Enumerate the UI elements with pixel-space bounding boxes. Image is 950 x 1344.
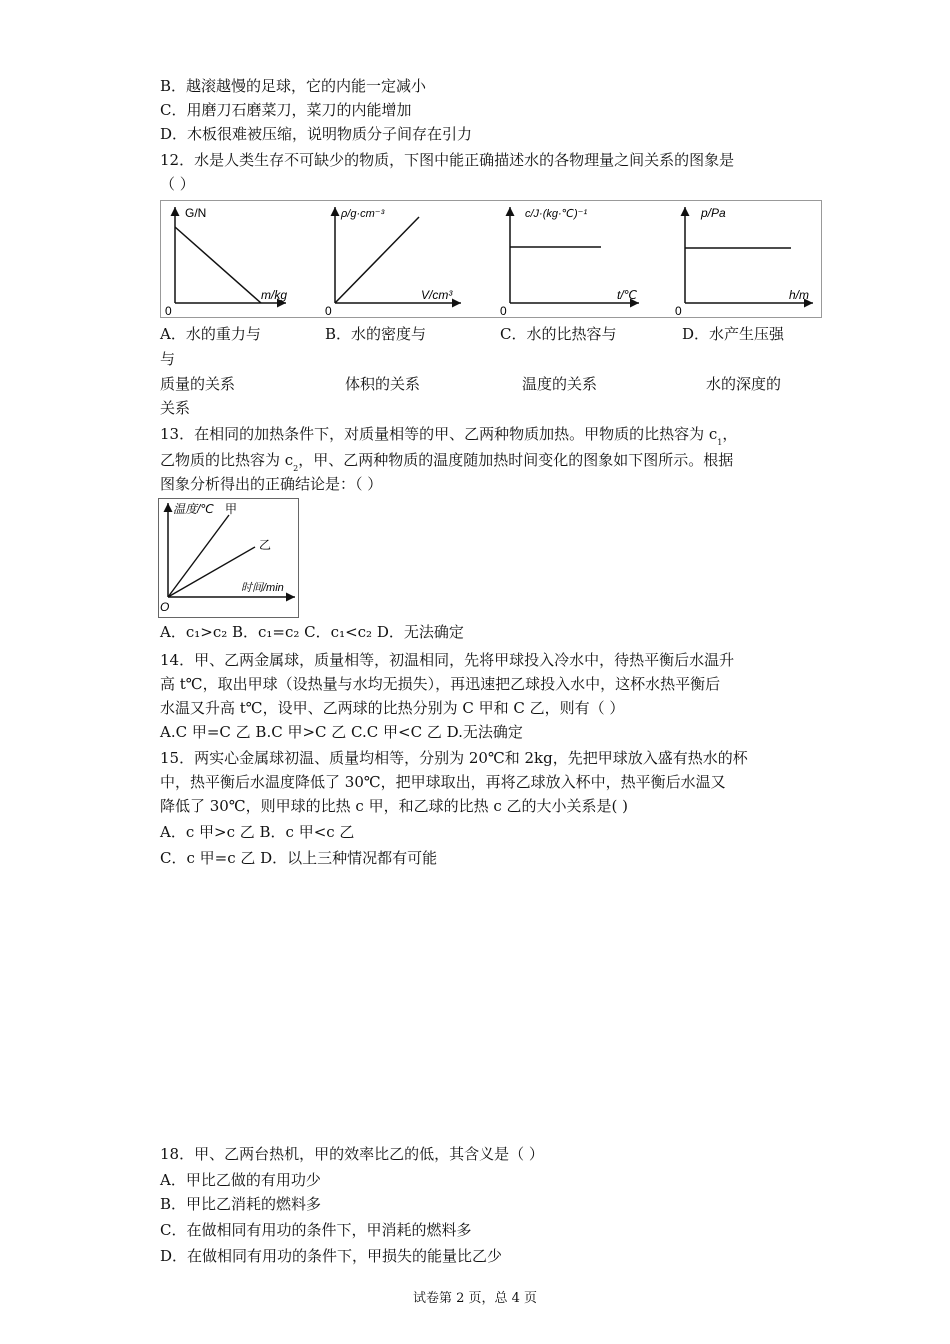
q11-option-b: B．越滚越慢的足球，它的内能一定减小 [160, 77, 427, 95]
q12-stem-line1: 12．水是人类生存不可缺少的物质，下图中能正确描述水的各物理量之间关系的图象是 [160, 151, 735, 169]
graph-c [500, 207, 639, 317]
q13-graph-figure [158, 498, 299, 618]
graph-a [165, 206, 287, 317]
q15-line1: 15．两实心金属球初温、质量均相等，分别为 20℃和 2kg，先把甲球放入盛有热水的杯 [160, 749, 748, 767]
q13-line1: 13．在相同的加热条件下，对质量相等的甲、乙两种物质加热。甲物质的比热容为 $c_1$， [160, 425, 738, 447]
q11-option-c: C．用磨刀石磨菜刀，菜刀的内能增加 [160, 101, 412, 119]
graph-d [675, 206, 813, 317]
graph-a-xlabel: m/kg [261, 288, 288, 302]
q12-option-a-rel: 质量的关系 [160, 375, 236, 393]
graph-b-origin: 0 [325, 304, 332, 317]
q18-stem: 18．甲、乙两台热机，甲的效率比乙的低，其含义是（ ） [160, 1145, 544, 1163]
q12-graphs-svg [161, 201, 821, 317]
q13-graph-svg [159, 499, 298, 617]
graph-c-xlabel: t/℃ [617, 288, 638, 302]
q13-xlabel: 时间/min [241, 582, 284, 594]
q14-line2: 高 t℃，取出甲球（设热量与水均无损失），再迅速把乙球投入水中，这杯水热平衡后 [160, 675, 721, 693]
q12-option-a-cont: 与 [160, 350, 176, 368]
graph-b [325, 207, 461, 317]
q13-options: A．c₁>c₂ B．c₁=c₂ C．c₁<c₂ D．无法确定 [160, 623, 464, 641]
q13-line2: 乙物质的比热容为 $c_2$，甲、乙两种物质的温度随加热时间变化的图象如下图所示。根据 [160, 451, 734, 473]
q14-options: A.C 甲=C 乙 B.C 甲>C 乙 C.C 甲<C 乙 D.无法确定 [160, 723, 523, 741]
graph-d-ylabel: p/Pa [701, 206, 726, 220]
q15-line3: 降低了 30℃，则甲球的比热 c 甲，和乙球的比热 c 乙的大小关系是( ) [160, 797, 628, 815]
q13-origin: O [160, 600, 170, 614]
graph-d-xlabel: h/m [789, 288, 810, 302]
q15-options-2: C．c 甲=c 乙 D．以上三种情况都有可能 [160, 849, 438, 867]
q12-option-d-cont: 关系 [160, 399, 191, 417]
graph-a-ylabel: G/N [185, 206, 207, 220]
q13-ylabel: 温度/℃ [173, 502, 214, 516]
q13-line-a [168, 515, 229, 597]
q11-option-d: D．木板很难被压缩，说明物质分子间存在引力 [160, 125, 473, 143]
q12-option-d-rel: 水的深度的 [706, 375, 782, 393]
graph-d-origin: 0 [675, 304, 682, 317]
q18-option-c: C．在做相同有用功的条件下，甲消耗的燃料多 [160, 1221, 472, 1239]
q12-option-d: D．水产生压强 [682, 325, 785, 343]
graph-c-origin: 0 [500, 304, 507, 317]
q12-stem-line2: （ ） [160, 175, 195, 193]
q18-option-b: B．甲比乙消耗的燃料多 [160, 1195, 322, 1213]
q15-options-1: A．c 甲>c 乙 B．c 甲<c 乙 [160, 823, 355, 841]
q12-graphs-figure [160, 200, 822, 318]
q12-option-b: B．水的密度与 [325, 325, 427, 343]
q13-series-b-label: 乙 [259, 538, 272, 552]
q13-series-a-label: 甲 [225, 502, 238, 516]
q14-line3: 水温又升高 t℃，设甲、乙两球的比热分别为 C 甲和 C 乙，则有（ ） [160, 699, 625, 717]
graph-a-origin: 0 [165, 304, 172, 317]
graph-b-xlabel: V/cm³ [421, 288, 453, 302]
graph-b-ylabel: ρ/g·cm⁻³ [341, 208, 385, 220]
q14-line1: 14．甲、乙两金属球，质量相等，初温相同，先将甲球投入冷水中，待热平衡后水温升 [160, 651, 735, 669]
q12-option-b-rel: 体积的关系 [345, 375, 421, 393]
q18-option-d: D．在做相同有用功的条件下，甲损失的能量比乙少 [160, 1247, 503, 1265]
q15-line2: 中，热平衡后水温度降低了 30℃，把甲球取出，再将乙球放入杯中，热平衡后水温又 [160, 773, 726, 791]
q12-option-c-rel: 温度的关系 [522, 375, 598, 393]
graph-c-ylabel: c/J·(kg·℃)⁻¹ [525, 208, 588, 220]
page-footer: 试卷第 2 页，总 4 页 [412, 1291, 538, 1306]
q12-option-a: A．水的重力与 [160, 325, 261, 343]
q12-option-c: C．水的比热容与 [500, 325, 617, 343]
q13-line3: 图象分析得出的正确结论是：（ ） [160, 475, 383, 493]
q18-option-a: A．甲比乙做的有用功少 [160, 1171, 321, 1189]
